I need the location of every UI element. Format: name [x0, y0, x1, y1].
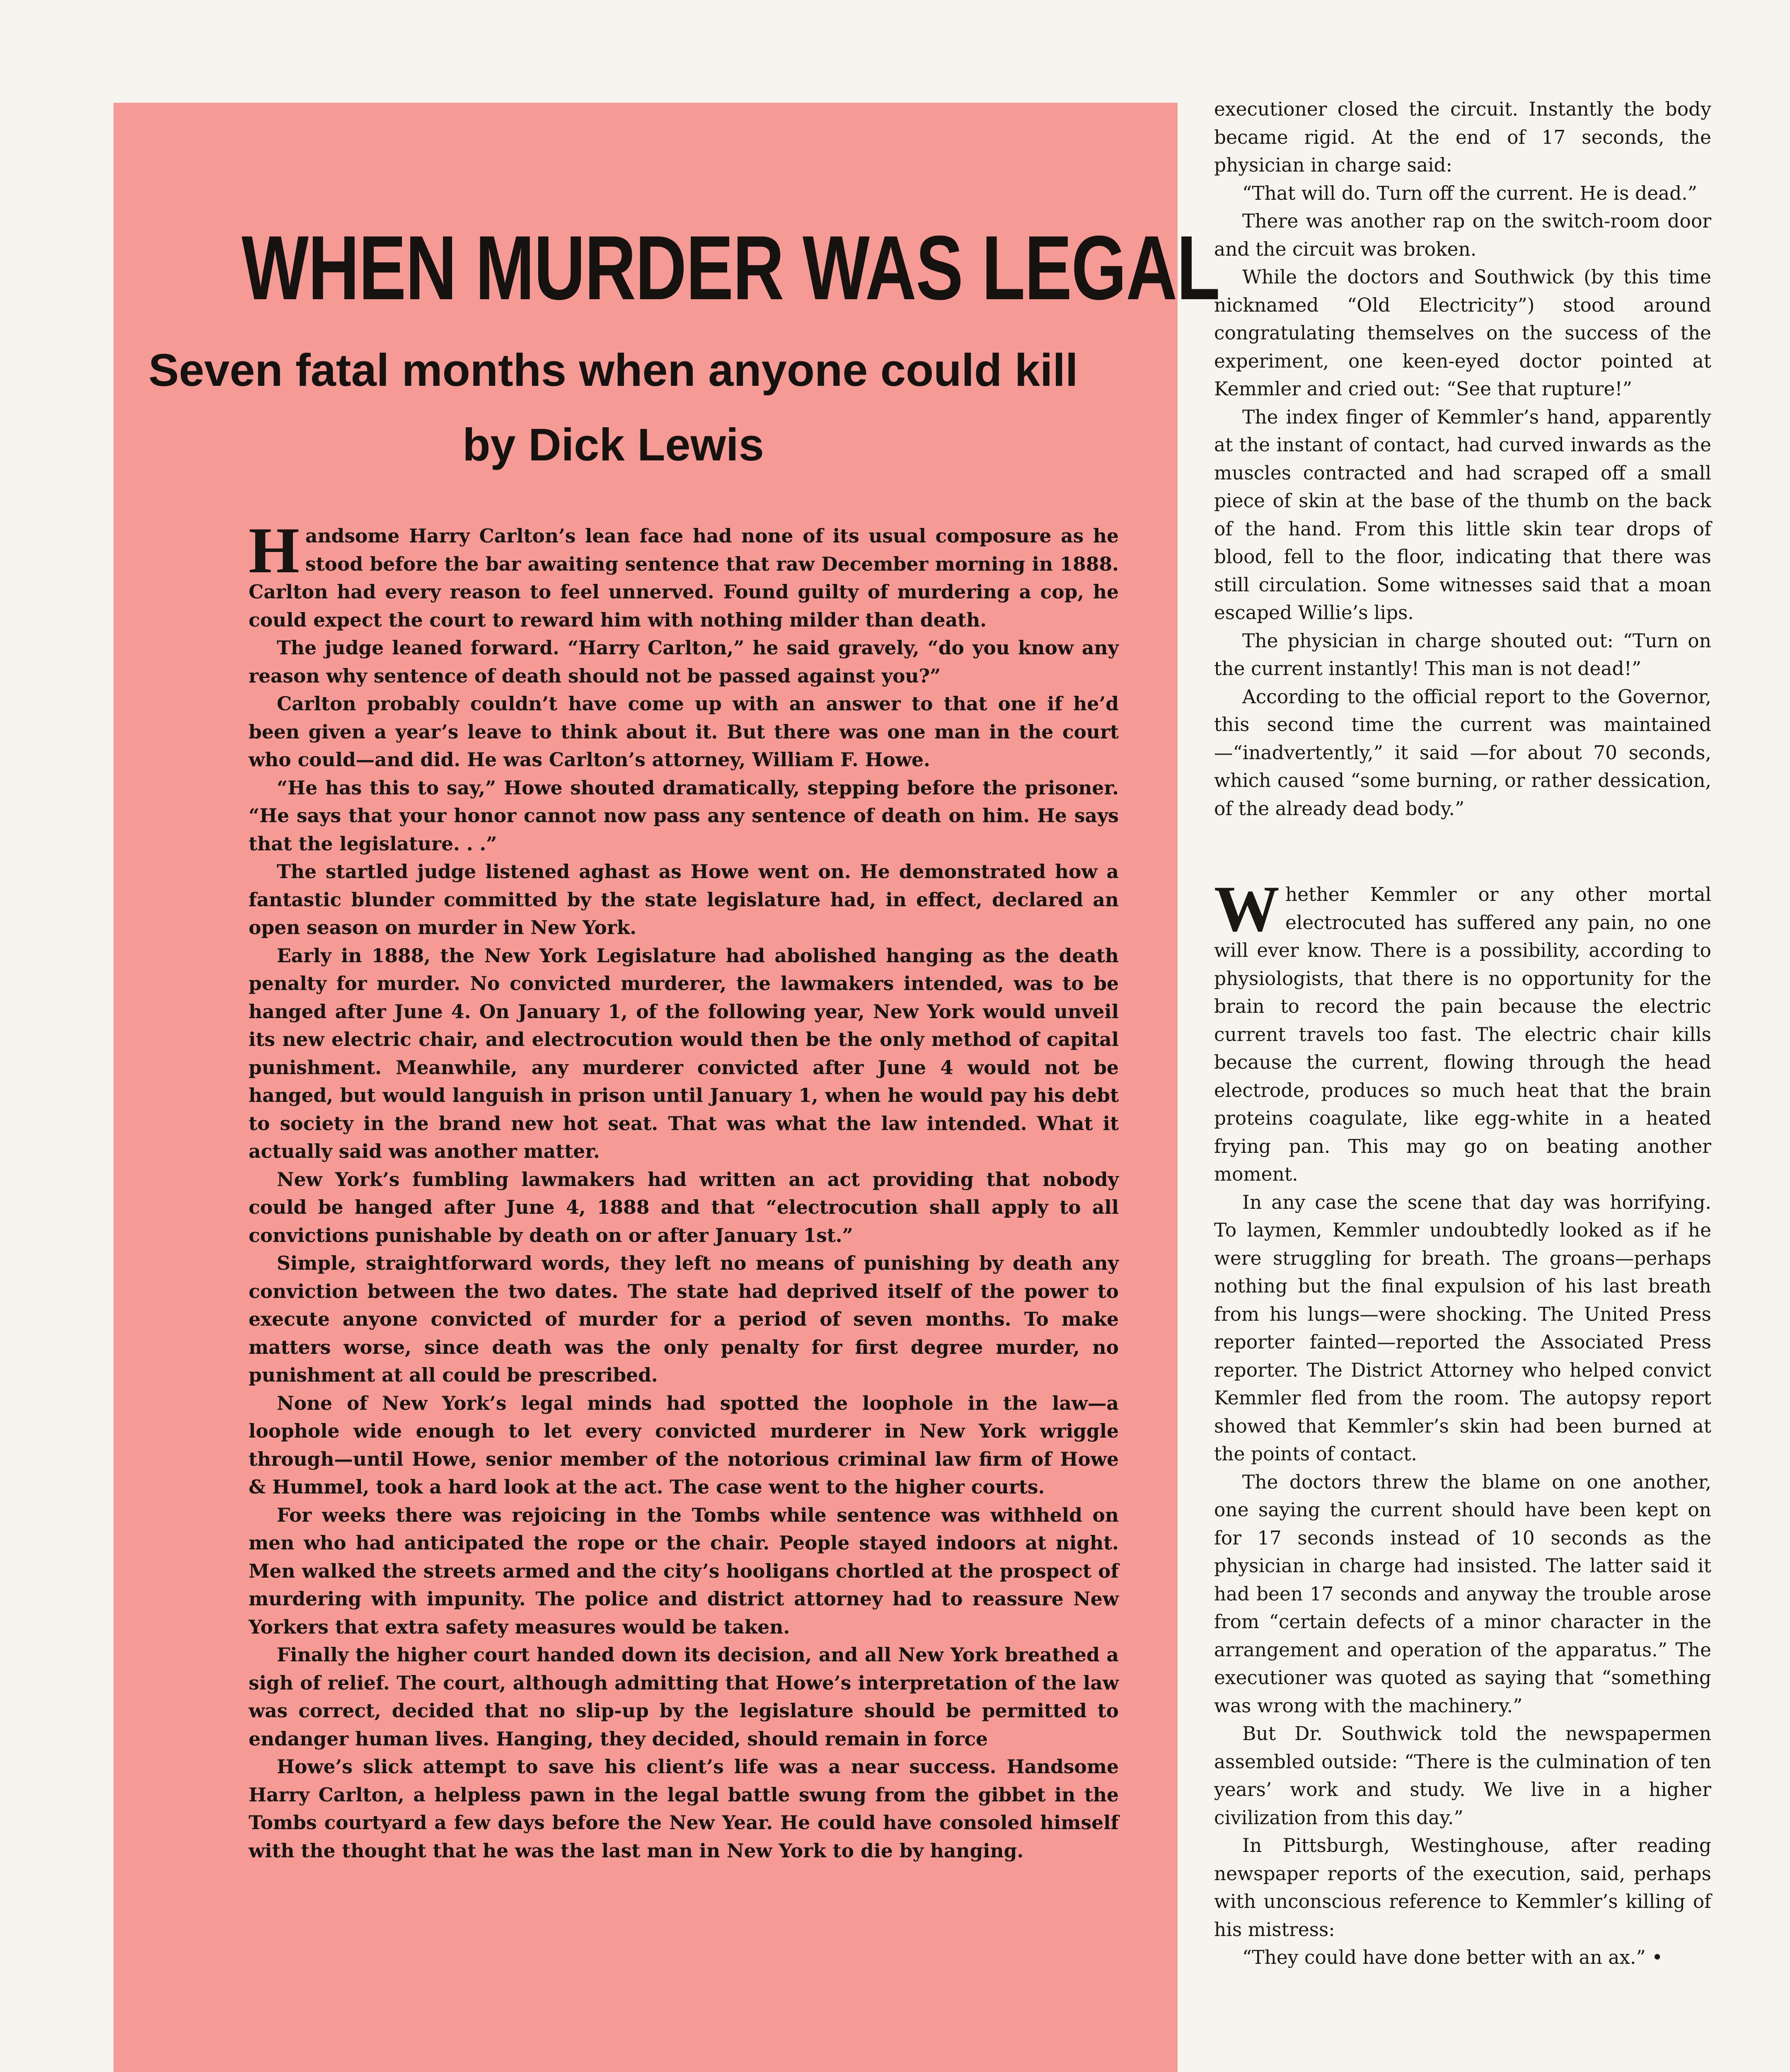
paragraph: The doctors threw the blame on one another, one saying the current should have been kept on for 17 seconds instead of 10 seconds as the physician in charge had insisted. The latter said it had been 17 seconds and anyway the trouble arose from “certain defects of a minor character in the arrangement and operation of the apparatus.” The executioner was quoted as saying that “something was wrong with the machinery.” [1214, 1471, 1711, 1717]
section-break [1214, 823, 1711, 881]
paragraph: There was another rap on the switch-room door and the circuit was broken. [1214, 210, 1711, 260]
paragraph: Carlton probably couldn’t have come up with an answer to that one if he’d been given a year’s leave to think about it. But there was one man in the court who could—and did. He was Carlton’s attorney, William F. Howe. [249, 692, 1119, 771]
paragraph [1214, 873, 1711, 1188]
paragraph: executioner closed the circuit. Instantly the body became rigid. At the end of 17 seconds, the physician in charge said: [1214, 98, 1711, 176]
paragraph: In any case the scene that day was horrifying. To laymen, Kemmler undoubtedly looked as if he were struggling for breath. The groans—perhaps nothing but the final expulsion of his last breath from his lungs—were shocking. The United Press reporter fainted—reported the Associated Press reporter. The District Attorney who helped convict Kemmler fled from the room. The autopsy report showed that Kemmler’s skin had been burned at the points of contact. [1214, 1191, 1711, 1465]
paragraph [249, 514, 1119, 634]
paragraph: According to the official report to the Governor, this second time the current was maintained—“inadvertently,” it said —for about 70 seconds, which caused “some burning, or rather dessication, of the already dead body.” [1214, 685, 1711, 820]
paragraph: The judge leaned forward. “Harry Carlton,” he said gravely, “do you know any reason why sentence of death should not be passed against you?” [249, 637, 1119, 687]
paragraph: Howe’s slick attempt to save his client’s life was a near success. Handsome Harry Carlton, a helpless pawn in the legal battle swung from the gibbet in the Tombs courtyard a few days before the New Year. He could have consoled himself with the thought that he was the last man in New York to die by hanging. [249, 1755, 1119, 1862]
paragraph: Early in 1888, the New York Legislature had abolished hanging as the death penalty for murder. No convicted murderer, the lawmakers intended, was to be hanged after June 4. On January 1, of the following year, New York would unveil its new electric chair, and electrocution would then be the only method of capital punishment. Meanwhile, any murderer convicted after June 4 would not be hanged, but would languish in prison until January 1, when he would pay his debt to society in the brand new hot seat. That was what the law intended. What it actually said was another matter. [249, 944, 1119, 1162]
paragraph: “He has this to say,” Howe shouted dramatically, stepping before the prisoner. “He says that your honor cannot now pass any sentence of death on him. He says that the legislature. . .” [249, 776, 1119, 855]
paragraph: The physician in charge shouted out: “Turn on the current instantly! This man is not dead!” [1214, 629, 1711, 680]
paragraph: For weeks there was rejoicing in the Tombs while sentence was withheld on men who had anticipated the rope or the chair. People stayed indoors at night. Men walked the streets armed and the city’s hooligans chortled at the prospect of murdering with impunity. The police and district attorney had to reassure New Yorkers that extra safety measures would be taken. [249, 1503, 1119, 1638]
headline: WHEN MURDER WAS LEGAL [242, 217, 1220, 319]
paragraph: The index finger of Kemmler’s hand, apparently at the instant of contact, had curved inwards as the muscles contracted and had scraped off a small piece of skin at the base of the thumb on the back of the hand. From this little skin tear drops of blood, fell to the floor, indicating that there was still circulation. Some witnesses said that a moan escaped Willie’s lips. [1214, 406, 1711, 624]
paragraph: “That will do. Turn off the current. He is dead.” [1242, 182, 1698, 204]
paragraph: None of New York’s legal minds had spotted the loophole in the law—a loophole wide enough to let every convicted murderer in New York wriggle through—until Howe, senior member of the notorious criminal law firm of Howe & Hummel, took a hard look at the act. The case went to the higher courts. [249, 1392, 1119, 1498]
paragraph-text: andsome Harry Carlton’s lean face had none of its usual composure as he stood before the bar awaiting sentence that raw December morning in 1888. Carlton had every reason to feel unnerved. Found guilty of murdering a cop, he could expect the court to reward him with nothing milder than death. [249, 525, 1119, 631]
subheadline: Seven fatal months when anyone could kill [148, 345, 1078, 396]
paragraph-text: hether Kemmler or any other mortal electrocuted has suffered any pain, no one will ever know. There is a possibility, according to physiologists, that there is no opportunity for the brain to record the pain because the electric current travels too fast. The electric chair kills because the current, flowing through the head electrode, produces so much heat that the brain proteins coagulate, like egg-white in a heated frying pan. This may go on beating another moment. [1214, 884, 1711, 1185]
main-article-column [1214, 95, 1711, 2072]
drop-cap: H [249, 514, 300, 587]
sidebar-article-body [249, 514, 1119, 2072]
paragraph: Simple, straightforward words, they left no means of punishing by death any conviction between the two dates. The state had deprived itself of the power to execute anyone convicted of murder for a period of seven months. To make matters worse, since death was the only penalty for first degree murder, no punishment at all could be prescribed. [249, 1252, 1119, 1386]
paragraph: “They could have done better with an ax.” • [1242, 1946, 1663, 1968]
paragraph: But Dr. Southwick told the newspapermen assembled outside: “There is the culmination of ten years’ work and study. We live in a higher civilization from this day.” [1214, 1723, 1711, 1829]
drop-cap: W [1214, 873, 1280, 945]
paragraph: New York’s fumbling lawmakers had written an act providing that nobody could be hanged after June 4, 1888 and that “electrocution shall apply to all convictions punishable by death on or after January 1st.” [249, 1168, 1119, 1247]
paragraph: Finally the higher court handed down its decision, and all New York breathed a sigh of relief. The court, although admitting that Howe’s interpretation of the law was correct, decided that no slip-up by the legislature should be permitted to endanger human lives. Hanging, they decided, should remain in force [249, 1644, 1119, 1750]
byline: by Dick Lewis [462, 419, 764, 470]
paragraph: In Pittsburgh, Westinghouse, after reading newspaper reports of the execution, said, perhaps with unconscious reference to Kemmler’s killing of his mistress: [1214, 1835, 1711, 1941]
paragraph: While the doctors and Southwick (by this time nicknamed “Old Electricity”) stood around congratulating themselves on the success of the experiment, one keen-eyed doctor pointed at Kemmler and cried out: “See that rupture!” [1214, 266, 1711, 400]
paragraph: The startled judge listened aghast as Howe went on. He demonstrated how a fantastic blunder committed by the state legislature had, in effect, declared an open season on murder in New York. [249, 860, 1119, 939]
